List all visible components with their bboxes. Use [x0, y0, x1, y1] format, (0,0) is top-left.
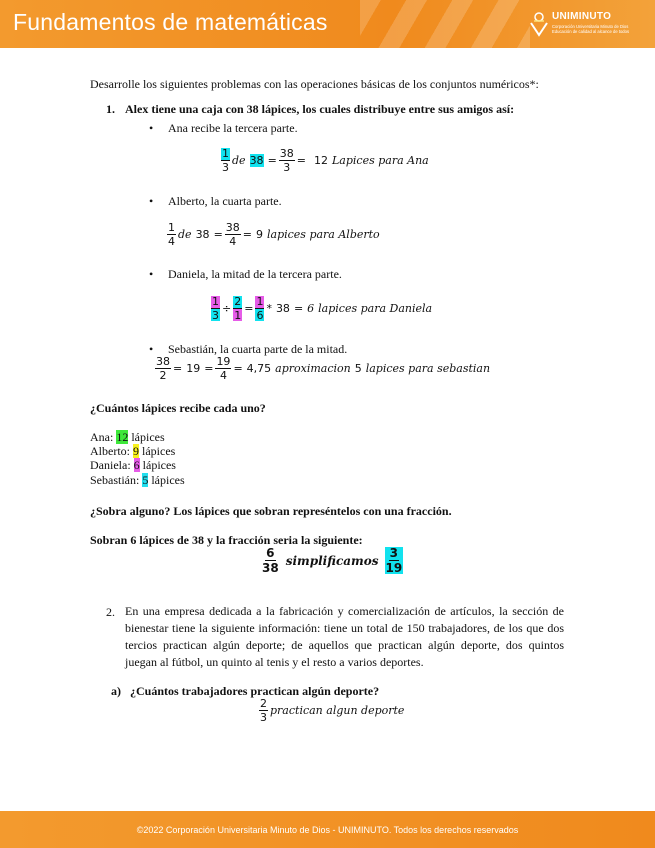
answer-unit: lápices [142, 458, 176, 472]
denominator: 3 [260, 711, 267, 724]
question-2: ¿Sobra alguno? Los lápices que sobran represéntelos con una fracción. [90, 504, 452, 518]
fraction [211, 296, 220, 321]
answer-unit: lápices [142, 444, 176, 458]
header-decoration [360, 0, 530, 48]
equals: = [293, 302, 304, 315]
denominator: 3 [222, 161, 229, 174]
leftover-text: Sobran 6 lápices de 38 y la fracción seria la siguiente: [90, 533, 363, 547]
daniela-text: Daniela, la mitad de la tercera parte. [168, 267, 342, 281]
logo-icon [528, 11, 550, 37]
numerator: 2 [260, 697, 267, 710]
numerator: 38 [156, 355, 170, 368]
result: 6 [307, 302, 315, 315]
numerator: 2 [234, 295, 242, 308]
bullet: • [149, 121, 154, 135]
ana-text: Ana recibe la tercera parte. [168, 121, 298, 135]
denominator: 19 [385, 561, 403, 575]
fraction [167, 222, 176, 247]
denominator: 4 [168, 235, 175, 248]
answer-unit: lápices [151, 473, 185, 487]
denominator: 3 [212, 309, 219, 322]
numerator: 6 [266, 546, 275, 560]
answer-name: Daniela: [90, 458, 131, 472]
result-words: lapices para Daniela [318, 302, 433, 315]
equals: = [296, 154, 306, 167]
result-words: lapices para sebastian [365, 362, 491, 375]
uniminuto-logo [528, 9, 646, 39]
bullet: • [149, 267, 154, 281]
page-header [0, 0, 655, 48]
value: 19 [186, 362, 201, 375]
problem2-statement: En una empresa dedicada a la fabricación y comercialización de artículos, la sección de bienestar tiene la siguiente información: tiene un total de 150 trabajadores, de los que dos tercios practican algún deporte; de aquellos que practican algún deporte, dos quintos juegan al fútbol, un quinto al tenis y el resto a varios deportes. [125, 604, 564, 669]
numerator: 19 [216, 355, 231, 368]
bullet: • [149, 194, 154, 208]
answer-name: Ana: [90, 430, 114, 444]
alberto-equation [165, 222, 380, 247]
denominator: 2 [159, 369, 167, 382]
divide-sign: ÷ [222, 302, 232, 315]
denominator: 3 [283, 161, 291, 174]
value: 5 [354, 362, 362, 375]
numerator: 1 [212, 295, 219, 308]
result-words: Lapices para Ana [332, 154, 429, 167]
simplification-equation [259, 547, 405, 574]
denominator: 6 [256, 309, 264, 322]
footer-copyright: ©2022 Corporación Universitaria Minuto de Dios - UNIMINUTO. Todos los derechos reservados [136, 825, 519, 835]
value: 4,75 [246, 362, 272, 375]
numerator: 1 [168, 221, 175, 234]
numerator: 1 [256, 295, 264, 308]
fraction [255, 296, 264, 321]
answer-value: 5 [142, 473, 149, 487]
answer-value: 12 [116, 430, 129, 444]
denominator: 4 [219, 369, 227, 382]
equals: = [173, 362, 183, 375]
equals: = [244, 302, 254, 315]
fraction [259, 698, 268, 723]
fraction [225, 222, 241, 247]
fraction [233, 296, 242, 321]
times-sign: * [266, 302, 272, 315]
numerator: 38 [225, 221, 240, 234]
denominator: 1 [234, 309, 242, 322]
numerator: 3 [389, 546, 399, 560]
numerator: 38 [279, 147, 294, 160]
result-words: lapices para Alberto [267, 228, 380, 241]
problem1-statement: Alex tiene una caja con 38 lápices, los cuales distribuye entre sus amigos así: [125, 102, 515, 116]
logo-name: UNIMINUTO [552, 11, 612, 22]
number: 38 [275, 302, 290, 315]
problem2-number: 2. [106, 605, 115, 619]
answer-row [90, 430, 165, 445]
sub-a-equation [257, 698, 404, 723]
answer-row [90, 473, 185, 488]
de-word: de [232, 154, 246, 167]
sub-a-question: ¿Cuántos trabajadores practican algún deporte? [130, 684, 380, 698]
approx-word: aproximacion [275, 362, 351, 375]
alberto-text: Alberto, la cuarta parte. [168, 194, 282, 208]
ana-equation [219, 148, 429, 173]
sebastian-equation [153, 356, 490, 381]
de-word: de [178, 228, 192, 241]
logo-subtitle: Corporación Universitaria Minuto de Dios Educación de calidad al alcance de todos [552, 24, 630, 34]
simplify-word: simplificamos [285, 553, 379, 568]
sebastian-text: Sebastián, la cuarta parte de la mitad. [168, 342, 348, 356]
fraction-highlighted [385, 547, 404, 574]
number: 38 [195, 228, 210, 241]
intro-text: Desarrolle los siguientes problemas con las operaciones básicas de los conjuntos numéricos*: [90, 77, 539, 91]
answer-value: 6 [133, 458, 140, 472]
answer-value: 9 [133, 444, 139, 458]
bullet: • [149, 342, 154, 356]
equals: = [213, 228, 223, 241]
fraction [261, 547, 280, 574]
problem1-number: 1. [106, 102, 115, 116]
equals: = [267, 154, 277, 167]
answer-row [90, 444, 175, 459]
fraction [215, 356, 231, 381]
equals: = [242, 228, 252, 241]
question-1: ¿Cuántos lápices recibe cada uno? [90, 401, 266, 415]
result: 12 [314, 154, 328, 167]
answer-unit: lápices [131, 430, 165, 444]
denominator: 38 [262, 561, 279, 575]
daniela-equation [209, 296, 432, 321]
fraction [155, 356, 171, 381]
fraction [221, 148, 230, 173]
answer-row [90, 458, 176, 473]
numerator: 1 [222, 147, 229, 160]
equals: = [233, 362, 243, 375]
denominator: 4 [229, 235, 237, 248]
equals: = [204, 362, 214, 375]
answer-name: Alberto: [90, 444, 130, 458]
result: 9 [256, 228, 263, 241]
result-words: practican algun deporte [270, 704, 405, 717]
page-footer [0, 811, 655, 848]
header-title: Fundamentos de matemáticas [13, 9, 328, 35]
sub-a-label: a) [111, 684, 121, 698]
number: 38 [249, 154, 264, 167]
fraction [279, 148, 295, 173]
answer-name: Sebastián: [90, 473, 140, 487]
